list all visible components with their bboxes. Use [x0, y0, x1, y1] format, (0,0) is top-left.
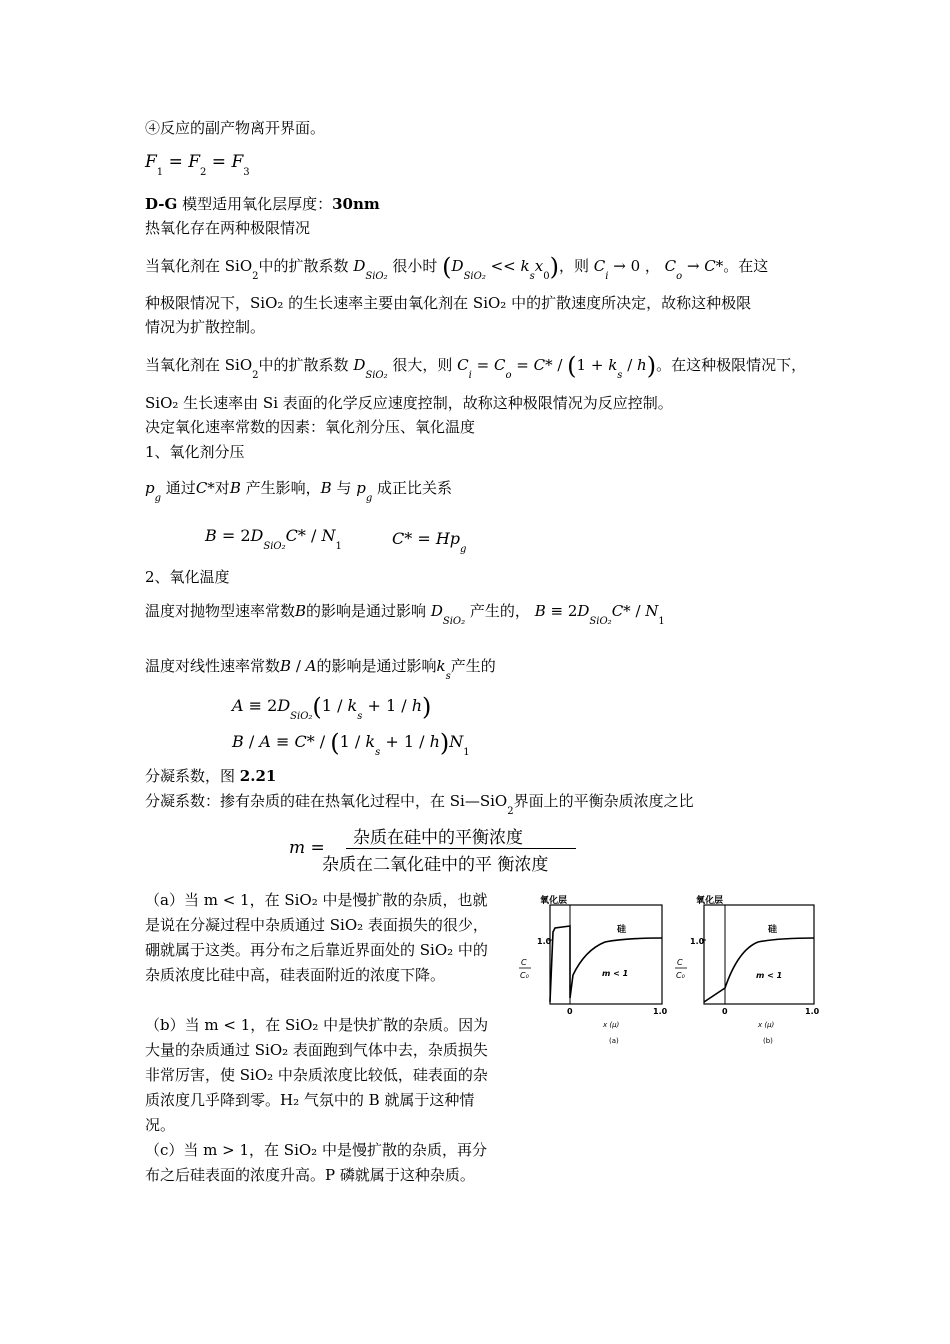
figure-a-oxide-label: 氧化层 [540, 896, 568, 906]
figure-a-frame [550, 905, 662, 1004]
figure-b [668, 890, 828, 1050]
c-star-equation: $C* = Hp_g$ [392, 529, 467, 555]
figure-b-x1: 1.0 [805, 1007, 820, 1016]
b-equation: $B = 2D_{SiO_2}C* / N_1$ [205, 526, 342, 552]
diffusion-control-line-3: 情况为扩散控制。 [145, 318, 266, 336]
figure-b-si-label: 硅 [768, 925, 778, 935]
fraction-numerator: 杂质在硅中的平衡浓度 [353, 828, 523, 848]
figure-b-y-den: C₀ [676, 971, 685, 980]
rate-factors-line: 决定氧化速率常数的因素：氧化剂分压、氧化温度 [145, 418, 476, 436]
linear-constant-line: 温度对线性速率常数B / A的影响是通过影响$k_s$产生的 [145, 657, 496, 682]
figure-b-caption: (b) [763, 1037, 773, 1045]
b-over-a-equation: $B / A \equiv C* / (1 / k_s + 1 / h)N_1$ [232, 729, 470, 758]
section-partial-pressure: 1、氧化剂分压 [145, 443, 245, 461]
case-c-paragraph: （c）当 m > 1，在 SiO₂ 中是慢扩散的杂质，再分布之后硅表面的浓度升高。P 磷就属于这种杂质。 [145, 1141, 487, 1184]
case-a-paragraph: （a）当 m < 1，在 SiO₂ 中是慢扩散的杂质，也就是说在分凝过程中杂质通过 SiO₂ 表面损失的很少，硼就属于这类。再分布之后靠近界面处的 SiO₂ 中的杂质浓度比硅中高，硅表面附近的浓度下降。 [145, 891, 488, 984]
figure-a-m-label: m < 1 [602, 969, 629, 978]
figure-a-caption: (a) [609, 1037, 619, 1045]
figure-b-m-label: m < 1 [756, 971, 783, 980]
m-symbol: m = [289, 838, 325, 858]
figure-a-x1: 1.0 [653, 1007, 668, 1016]
diffusion-control-line-2: 种极限情况下，SiO₂ 的生长速率主要由氧化剂在 SiO₂ 中的扩散速度所决定，故称这种极限 [145, 294, 752, 312]
dg-model-line: D-G 模型适用氧化层厚度：30nm [145, 195, 380, 213]
figure-a [505, 890, 685, 1050]
figure-b-y-top: 1.0 [690, 937, 705, 946]
figure-b-y-num: C [677, 958, 683, 967]
figure-b-concentration-curve [704, 938, 814, 1002]
case-b-paragraph: （b）当 m < 1，在 SiO₂ 中是快扩散的杂质。因为大量的杂质通过 SiO₂ 表面跑到气体中去，杂质损失非常厉害，使 SiO₂ 中杂质浓度比较低，硅表面的杂质浓度几乎降到零。H₂ 气氛中的 B 就属于这种情况。 [145, 1016, 489, 1134]
a-equation: $A \equiv 2D_{SiO_2}(1 / k_s + 1 / h)$ [232, 693, 432, 722]
diffusion-control-line: 当氧化剂在 SiO$_2$中的扩散系数 $D_{SiO_2}$ 很小时 $(D_{SiO_2} << k_sx_0)$，则 $C_i \to 0$ ， $C_o \to C*$。在这 [145, 253, 769, 282]
fraction-denominator: 杂质在二氧化硅中的平 衡浓度 [322, 855, 549, 875]
figure-a-x-label: x (μ) [603, 1021, 620, 1029]
section-temperature: 2、氧化温度 [145, 568, 230, 586]
segregation-heading: 分凝系数，图 2.21 [145, 767, 277, 785]
flux-equation: $F_1 = F_2 = F_3$ [145, 152, 250, 178]
figure-a-x0: 0 [567, 1007, 573, 1016]
partial-pressure-line: $p_g$ 通过C*对B 产生影响，B 与 $p_g$ 成正比关系 [145, 479, 453, 504]
figure-a-si-label: 硅 [617, 925, 627, 935]
figure-a-y-top: 1.0 [537, 937, 552, 946]
reaction-control-line-2: SiO₂ 生长速率由 Si 表面的化学反应速度控制，故称这种极限情况为反应控制。 [145, 394, 673, 412]
figure-b-frame [704, 905, 814, 1004]
parabolic-constant-line: 温度对抛物型速率常数B的影响是通过影响 $D_{SiO_2}$ 产生的， $B \equiv 2D_{SiO_2}C* / N_1$ [145, 602, 665, 627]
figure-a-concentration-curve [550, 926, 662, 1002]
figure-b-oxide-label: 氧化层 [696, 896, 724, 906]
figure-b-x0: 0 [722, 1007, 728, 1016]
two-limits-line: 热氧化存在两种极限情况 [145, 219, 311, 237]
segregation-definition: 分凝系数：掺有杂质的硅在热氧化过程中，在 Si—SiO$_2$界面上的平衡杂质浓度之比 [145, 792, 694, 817]
reaction-control-line: 当氧化剂在 SiO$_2$中的扩散系数 $D_{SiO_2}$ 很大，则 $C_i = C_o = C* / (1 + k_s / h)$。在这种极限情况下， [145, 352, 807, 381]
line-byproduct: ④反应的副产物离开界面。 [145, 119, 326, 137]
figure-a-y-den: C₀ [520, 971, 529, 980]
figure-a-y-num: C [521, 958, 527, 967]
figure-b-x-label: x (μ) [758, 1021, 775, 1029]
fraction-bar [346, 848, 576, 849]
